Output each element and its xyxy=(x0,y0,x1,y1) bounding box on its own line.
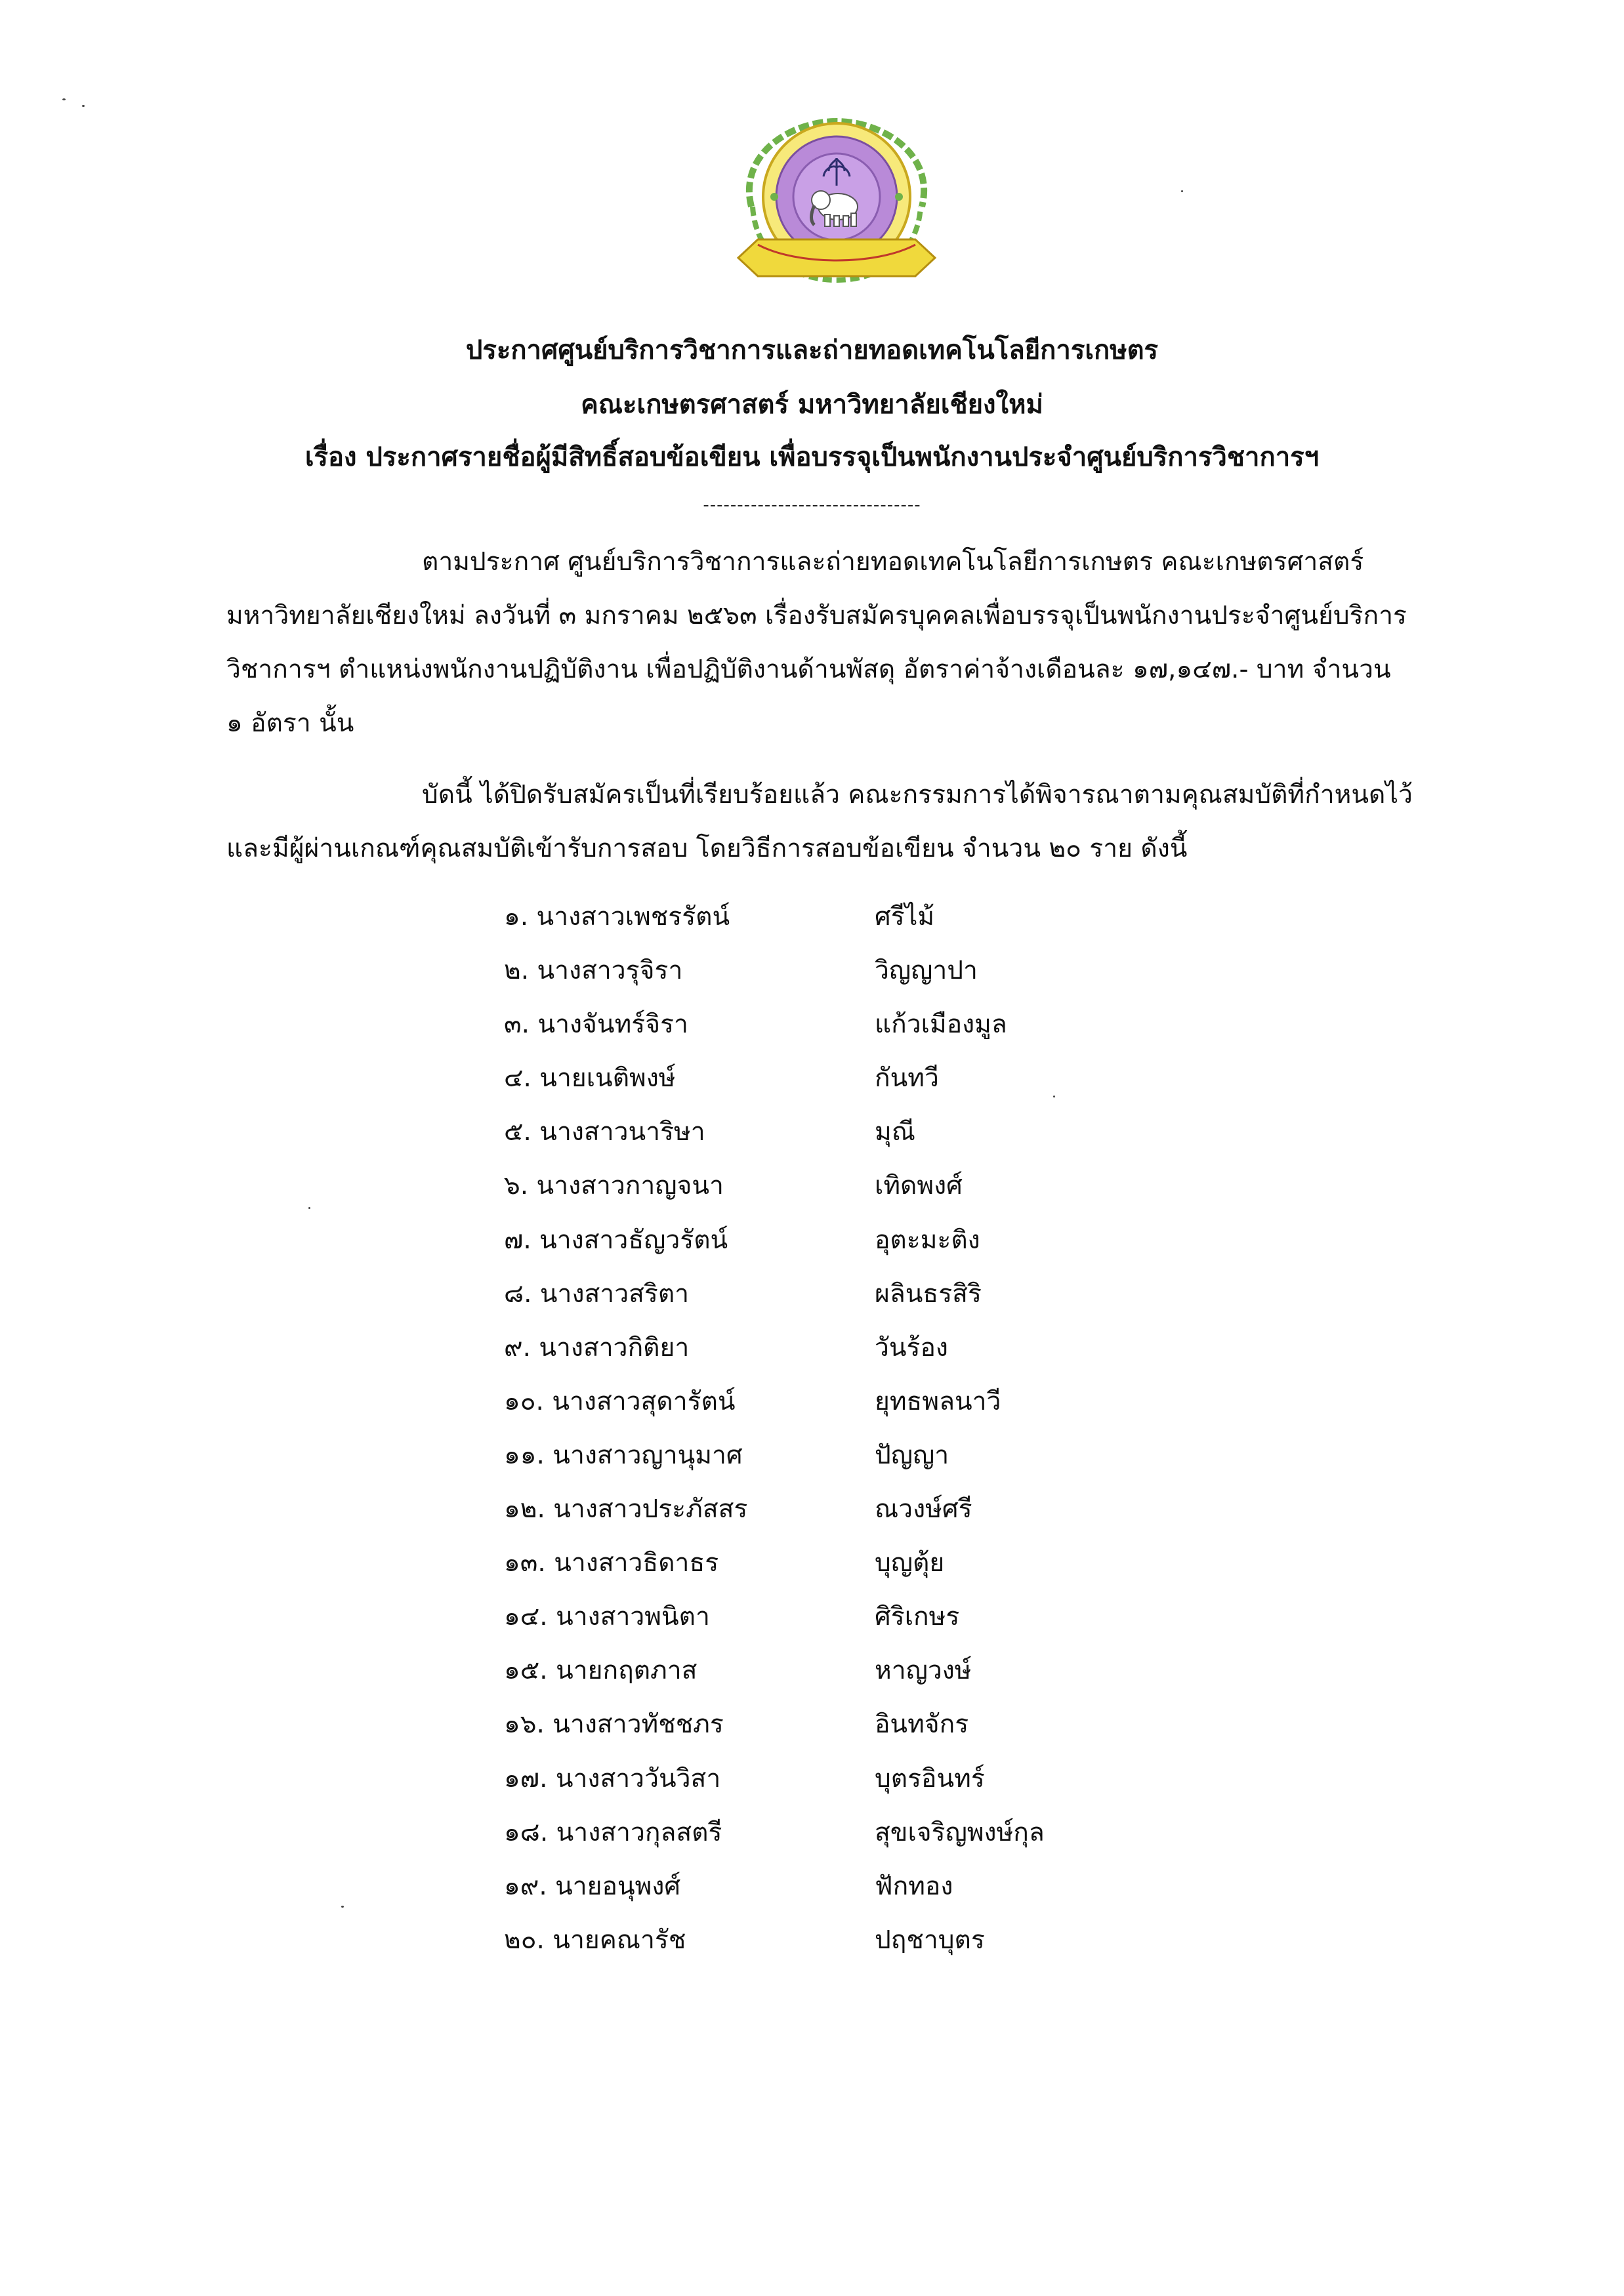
candidate-surname: ปัญญา xyxy=(875,1440,949,1470)
list-item xyxy=(504,1159,1160,1213)
candidate-name: ๙. นางสาวกิติยา xyxy=(504,1332,690,1363)
candidate-surname: วิญญาปา xyxy=(875,956,978,986)
candidate-surname: ฟักทอง xyxy=(875,1871,953,1901)
scan-speck xyxy=(82,105,85,107)
candidate-name: ๕. นางสาวนาริษา xyxy=(504,1117,705,1147)
paragraph-line: มหาวิทยาลัยเชียงใหม่ ลงวันที่ ๓ มกราคม ๒๕๖๓ เรื่องรับสมัครบุคคลเพื่อบรรจุเป็นพนักงานประจำศูนย์บริการ xyxy=(226,601,1407,630)
candidate-name: ๑๗. นางสาววันวิสา xyxy=(504,1763,721,1794)
list-item xyxy=(504,890,1160,944)
candidate-name: ๑๕. นายกฤตภาส xyxy=(504,1656,697,1686)
candidate-name: ๓. นางจันทร์จิรา xyxy=(504,1010,688,1040)
candidate-name: ๑๔. นางสาวพนิตา xyxy=(504,1602,710,1632)
paragraph-line: และมีผู้ผ่านเกณฑ์คุณสมบัติเข้ารับการสอบ โดยวิธีการสอบข้อเขียน จำนวน ๒๐ ราย ดังนี้ xyxy=(226,834,1188,863)
candidate-surname: มุณี xyxy=(875,1117,915,1147)
university-seal-logo xyxy=(712,108,961,305)
list-item xyxy=(504,1429,1160,1483)
candidate-name: ๑๙. นายอนุพงศ์ xyxy=(504,1871,681,1901)
candidate-name: ๗. นางสาวธัญวรัตน์ xyxy=(504,1225,728,1255)
scan-speck xyxy=(341,1906,344,1908)
list-item xyxy=(504,1860,1160,1914)
candidate-surname: แก้วเมืองมูล xyxy=(875,1010,1007,1040)
scan-speck xyxy=(1181,190,1183,192)
list-item xyxy=(504,1914,1160,1967)
candidate-name: ๑๓. นางสาวธิดาธร xyxy=(504,1548,719,1578)
candidate-surname: บุตรอินทร์ xyxy=(875,1763,985,1794)
scan-speck xyxy=(308,1207,310,1209)
candidate-name: ๖. นางสาวกาญจนา xyxy=(504,1171,724,1201)
list-item xyxy=(504,944,1160,998)
candidate-surname: ยุทธพลนาวี xyxy=(875,1386,1001,1416)
candidate-name: ๔. นายเนติพงษ์ xyxy=(504,1063,676,1094)
paragraph-line: บัดนี้ ได้ปิดรับสมัครเป็นที่เรียบร้อยแล้ว คณะกรรมการได้พิจารณาตามคุณสมบัติที่กำหนดไว้ xyxy=(422,780,1413,810)
candidate-surname: หาญวงษ์ xyxy=(875,1656,972,1686)
candidate-name: ๑๒. นางสาวประภัสสร xyxy=(504,1494,748,1525)
list-item xyxy=(504,998,1160,1052)
candidate-name: ๑๘. นางสาวกุลสตรี xyxy=(504,1817,722,1847)
list-item xyxy=(504,1752,1160,1806)
list-item xyxy=(504,1590,1160,1644)
list-item xyxy=(504,1644,1160,1698)
seal-graphic xyxy=(712,108,961,305)
paragraph-line: ตามประกาศ ศูนย์บริการวิชาการและถ่ายทอดเทคโนโลยีการเกษตร คณะเกษตรศาสตร์ xyxy=(422,547,1364,577)
candidate-surname: ณวงษ์ศรี xyxy=(875,1494,972,1525)
list-item xyxy=(504,1214,1160,1267)
list-item xyxy=(504,1267,1160,1321)
candidate-name: ๑๐. นางสาวสุดารัตน์ xyxy=(504,1386,736,1416)
candidate-surname: บุญตุ้ย xyxy=(875,1548,945,1578)
candidate-surname: ปฤชาบุตร xyxy=(875,1925,985,1955)
list-item xyxy=(504,1698,1160,1752)
candidate-surname: เทิดพงศ์ xyxy=(875,1171,963,1201)
list-item xyxy=(504,1483,1160,1536)
intro-paragraph xyxy=(226,535,1434,750)
list-item xyxy=(504,1375,1160,1429)
list-item xyxy=(504,1806,1160,1860)
candidate-surname: อุตะมะติง xyxy=(875,1225,980,1255)
candidate-name: ๑๑. นางสาวญานุมาศ xyxy=(504,1440,743,1470)
paragraph-line: ๑ อัตรา นั้น xyxy=(226,708,354,738)
candidate-name: ๘. นางสาวสริตา xyxy=(504,1279,690,1309)
paragraph-line: วิชาการฯ ตำแหน่งพนักงานปฏิบัติงาน เพื่อปฏิบัติงานด้านพัสดุ อัตราค่าจ้างเดือนละ ๑๗,๑๔๗.- บาท จำนวน xyxy=(226,655,1391,684)
candidate-surname: ศิริเกษร xyxy=(875,1602,960,1632)
result-paragraph xyxy=(226,768,1434,876)
list-item xyxy=(504,1105,1160,1159)
scan-speck xyxy=(62,98,66,100)
list-item xyxy=(504,1536,1160,1590)
faculty-title: คณะเกษตรศาสตร์ มหาวิทยาลัยเชียงใหม่ xyxy=(581,390,1043,420)
header-divider: -------------------------------- xyxy=(703,495,921,515)
scan-speck xyxy=(1053,1096,1055,1097)
candidate-surname: วันร้อง xyxy=(875,1332,948,1363)
subject-title: เรื่อง ประกาศรายชื่อผู้มีสิทธิ์สอบข้อเขียน เพื่อบรรจุเป็นพนักงานประจำศูนย์บริการวิชาการฯ xyxy=(304,442,1320,472)
candidate-list xyxy=(504,890,1160,1967)
list-item xyxy=(504,1052,1160,1105)
candidate-surname: กันทวี xyxy=(875,1063,939,1094)
candidate-surname: สุขเจริญพงษ์กุล xyxy=(875,1817,1045,1847)
candidate-name: ๒๐. นายคณารัช xyxy=(504,1925,686,1955)
candidate-name: ๑. นางสาวเพชรรัตน์ xyxy=(504,902,730,932)
candidate-surname: ผลินธรสิริ xyxy=(875,1279,982,1309)
announcement-title: ประกาศศูนย์บริการวิชาการและถ่ายทอดเทคโนโลยีการเกษตร xyxy=(465,335,1159,365)
list-item xyxy=(504,1321,1160,1375)
candidate-name: ๑๖. นางสาวทัชชภร xyxy=(504,1710,724,1740)
candidate-surname: ศรีไม้ xyxy=(875,902,935,932)
candidate-surname: อินทจักร xyxy=(875,1710,969,1740)
candidate-name: ๒. นางสาวรุจิรา xyxy=(504,956,683,986)
